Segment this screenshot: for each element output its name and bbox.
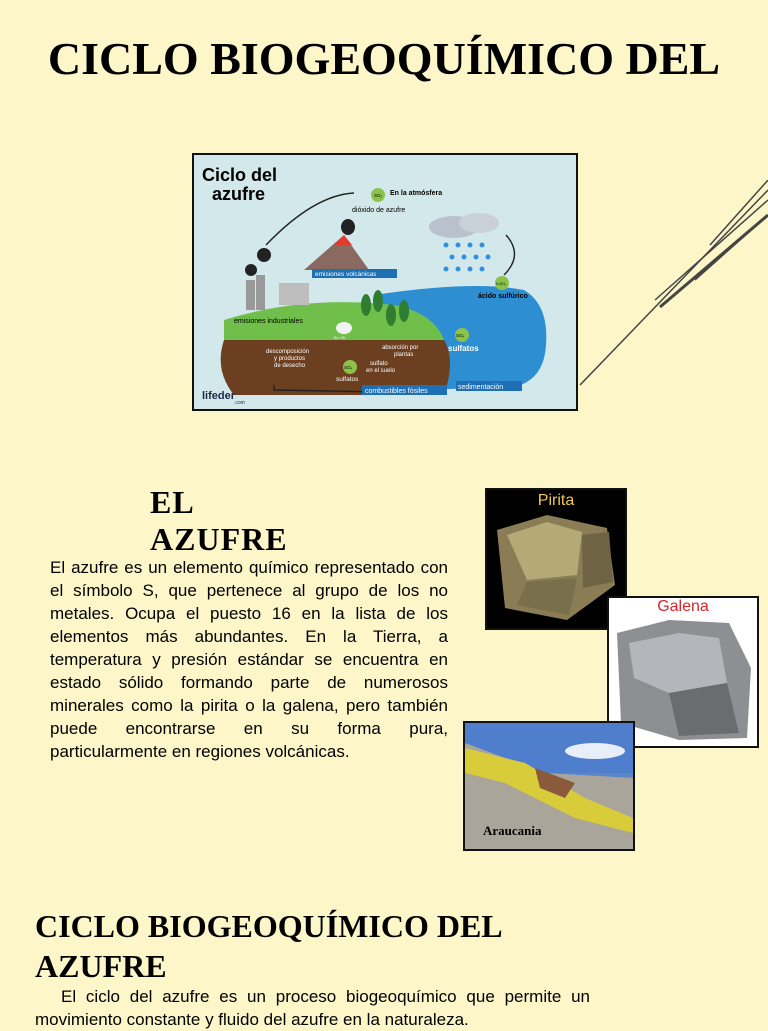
factory-building-shape xyxy=(279,283,309,305)
so4-soil-text: SO₄ xyxy=(344,365,353,370)
chimney-shape xyxy=(246,280,255,310)
pirita-photo xyxy=(485,488,627,630)
brand-suffix: .com xyxy=(234,400,245,406)
fossil-label: combustibles fósiles xyxy=(365,388,428,395)
cloud-shape-2 xyxy=(459,213,499,233)
industrial-label: emisiones industriales xyxy=(234,318,303,325)
diagram-title-2: azufre xyxy=(212,184,266,204)
atmosphere-label: En la atmósfera xyxy=(390,190,443,197)
decomposition-label-3: de desecho xyxy=(274,363,306,369)
galena-label: Galena xyxy=(657,598,709,615)
araucania-photo xyxy=(463,721,635,851)
volcano-smoke-shape xyxy=(341,219,355,235)
decomposition-label-1: descomposición xyxy=(266,349,310,355)
so4-water-text: SO₄ xyxy=(456,333,465,338)
sedimentation-label: sedimentación xyxy=(458,384,504,391)
animal-label: Ex +B xyxy=(334,335,345,340)
decorative-lines xyxy=(570,180,768,400)
araucania-label: Araucania xyxy=(483,823,542,838)
pyrite-crystal-image xyxy=(487,490,625,628)
soil-label-2: en el suelo xyxy=(366,368,396,374)
azufre-paragraph: El azufre es un elemento químico representado con el símbolo S, que pertenece al grupo de los no metales. Ocupa el puesto 16 en la lista de los elementos más abundantes. En la Tierra, a temperatura y presión estándar se encuentra en estado sólido formando parte de numerosos minerales como la pirita o la galena, pero también puede encontrarse en su forma pura, particularmente en regiones volcánicas. xyxy=(50,558,448,761)
brand-logo: lifeder xyxy=(202,390,236,402)
factory-smoke-shape xyxy=(245,264,257,276)
azufre-heading: EL AZUFRE xyxy=(150,484,288,557)
rain-drops xyxy=(444,243,491,272)
volcano-shape xyxy=(304,235,369,270)
acid-label: ácido sulfúrico xyxy=(478,293,528,300)
cycle-paragraph: El ciclo del azufre es un proceso biogeoquímico que permite un movimiento constante y fluido del azufre en la naturaleza. xyxy=(35,987,590,1029)
arrow-to-acid xyxy=(504,235,515,275)
pirita-label: Pirita xyxy=(537,492,575,509)
cycle-heading: CICLO BIOGEOQUÍMICO DEL AZUFRE xyxy=(35,908,501,984)
page-title: CICLO BIOGEOQUÍMICO DEL xyxy=(47,33,721,84)
chimney-shape-2 xyxy=(256,275,265,310)
lava-shape xyxy=(334,235,352,245)
diagram-title-1: Ciclo del xyxy=(202,165,278,185)
sheep-shape xyxy=(336,322,352,334)
sulfates-soil-label: sulfatos xyxy=(336,376,359,383)
so2-label: SO₂ xyxy=(374,193,383,198)
sulfates-water-label: sulfatos xyxy=(448,344,479,353)
arrow-to-atmosphere xyxy=(266,193,354,245)
volcanic-label: emisiones volcánicas xyxy=(315,271,377,278)
factory-smoke-shape-2 xyxy=(257,248,271,262)
absorption-label-2: plantas xyxy=(394,352,414,358)
soil-label-1: sulfato xyxy=(370,361,388,367)
absorption-label-1: absorción por xyxy=(382,345,419,351)
h2so4-label: H₂SO₄ xyxy=(496,282,507,286)
decomposition-label-2: y productos xyxy=(274,356,306,362)
dioxide-label: dióxido de azufre xyxy=(352,207,406,214)
sulfur-cycle-diagram xyxy=(192,153,578,411)
